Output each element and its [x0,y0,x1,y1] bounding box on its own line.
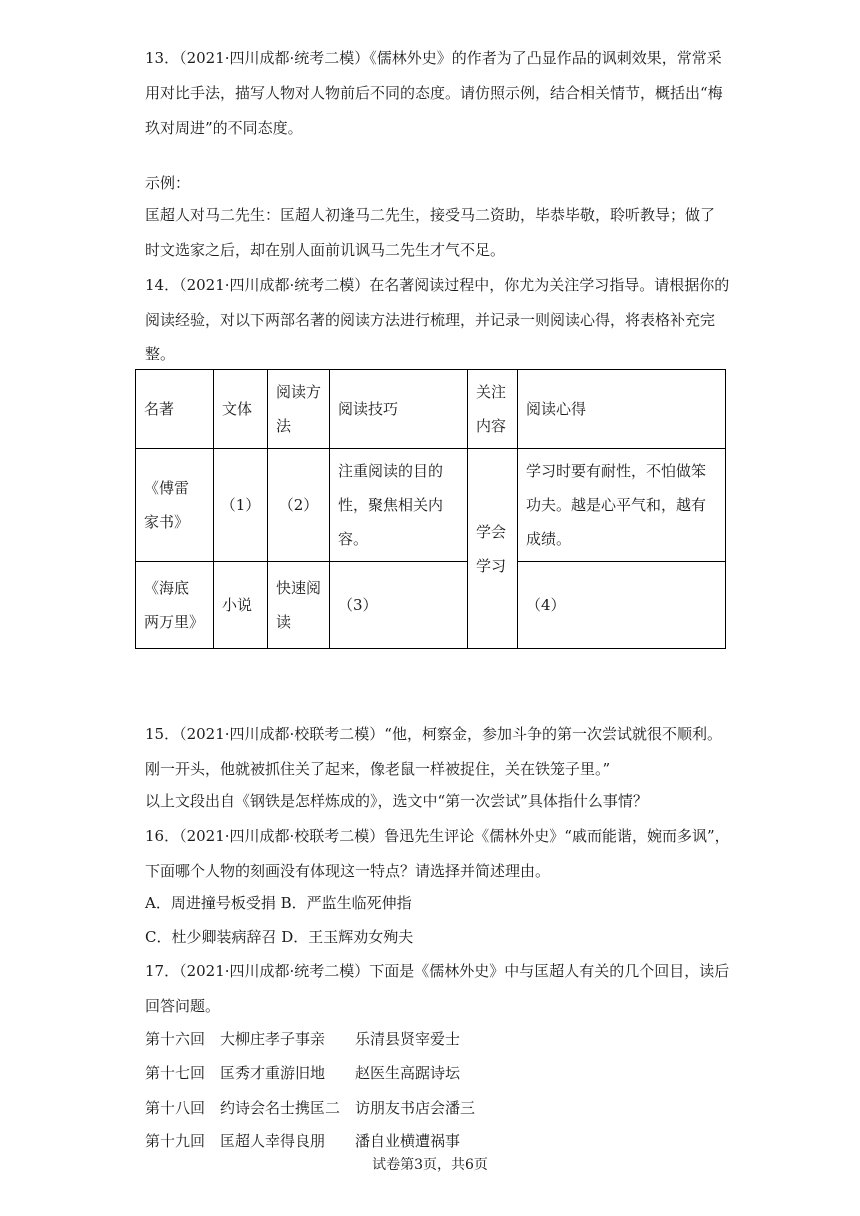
q13-example-line-2: 时文选家之后，却在别人面前讥讽马二先生才气不足。 [145,241,506,259]
header-skill: 阅读技巧 [330,370,468,449]
q14-line-3: 整。 [145,345,176,363]
chapter-title: 第十六回 大柳庄孝子事亲 乐清县贤宰爱士 [145,1030,461,1048]
page-footer: 试卷第3页，共6页 [372,1157,488,1173]
cell-insight: 学习时要有耐性，不怕做笨 功夫。越是心平气和，越有 成绩。 [518,449,726,562]
cell-method: （2） [268,449,330,562]
cell-book: 《海底 两万里》 [136,562,214,649]
q17-line-2: 回答问题。 [145,997,221,1015]
cell-book: 《傅雷 家书》 [136,449,214,562]
q13-line-2: 用对比手法，描写人物对人物前后不同的态度。请仿照示例，结合相关情节，概括出“梅 [145,84,723,102]
table-row [136,449,726,562]
cell-focus: 学会 学习 [468,449,518,649]
table-header-row [136,370,726,449]
header-book: 名著 [136,370,214,449]
q16-line-1: 16．（2021·四川成都·校联考二模）鲁迅先生评论《儒林外史》“戚而能谐，婉而多讽”， [145,827,730,845]
q15-line-2: 刚一开头，他就被抓住关了起来，像老鼠一样被捉住，关在铁笼子里。” [145,760,611,778]
q13-example-label: 示例： [145,174,191,192]
cell-skill: 注重阅读的目的 性，聚焦相关内 容。 [330,449,468,562]
chapter-title: 第十八回 约诗会名士携匡二 访朋友书店会潘三 [145,1099,476,1117]
cell-genre: （1） [214,449,268,562]
table-row [136,562,726,649]
q16-line-2: 下面哪个人物的刻画没有体现这一特点？请选择并简述理由。 [145,862,551,880]
cell-genre: 小说 [214,562,268,649]
q16-options-ab: A．周进撞号板受捐 B．严监生临死伸指 [145,894,412,912]
q13-example-line-1: 匡超人对马二先生：匡超人初逢马二先生，接受马二资助，毕恭毕敬，聆听教导；做了 [145,206,716,224]
header-focus: 关注 内容 [468,370,518,449]
q14-line-2: 阅读经验，对以下两部名著的阅读方法进行梳理，并记录一则阅读心得，将表格补充完 [145,311,716,329]
chapter-title: 第十七回 匡秀才重游旧地 赵医生高踞诗坛 [145,1064,461,1082]
header-genre: 文体 [214,370,268,449]
cell-method: 快速阅 读 [268,562,330,649]
q16-options-cd: C．杜少卿装病辞召 D．王玉辉劝女殉夫 [145,928,414,946]
cell-skill: （3） [330,562,468,649]
q17-line-1: 17．（2021·四川成都·统考二模）下面是《儒林外史》中与匡超人有关的几个回目，读后 [145,962,730,980]
q14-line-1: 14．（2021·四川成都·统考二模）在名著阅读过程中，你尤为关注学习指导。请根据你的 [145,276,730,294]
q15-line-3: 以上文段出自《钢铁是怎样炼成的》，选文中“第一次尝试”具体指什么事情？ [145,792,648,810]
header-method: 阅读方 法 [268,370,330,449]
chapter-title: 第十九回 匡超人幸得良朋 潘自业横遭祸事 [145,1132,461,1150]
q15-line-1: 15．（2021·四川成都·校联考二模）“他，柯察金，参加斗争的第一次尝试就很不顺利。 [145,725,722,743]
cell-insight: （4） [518,562,726,649]
q13-line-1: 13．（2021·四川成都·统考二模）《儒林外史》的作者为了凸显作品的讽刺效果，常常采 [145,49,722,67]
reading-method-table [135,369,726,649]
q13-line-3: 玖对周进”的不同态度。 [145,119,303,137]
header-insight: 阅读心得 [518,370,726,449]
